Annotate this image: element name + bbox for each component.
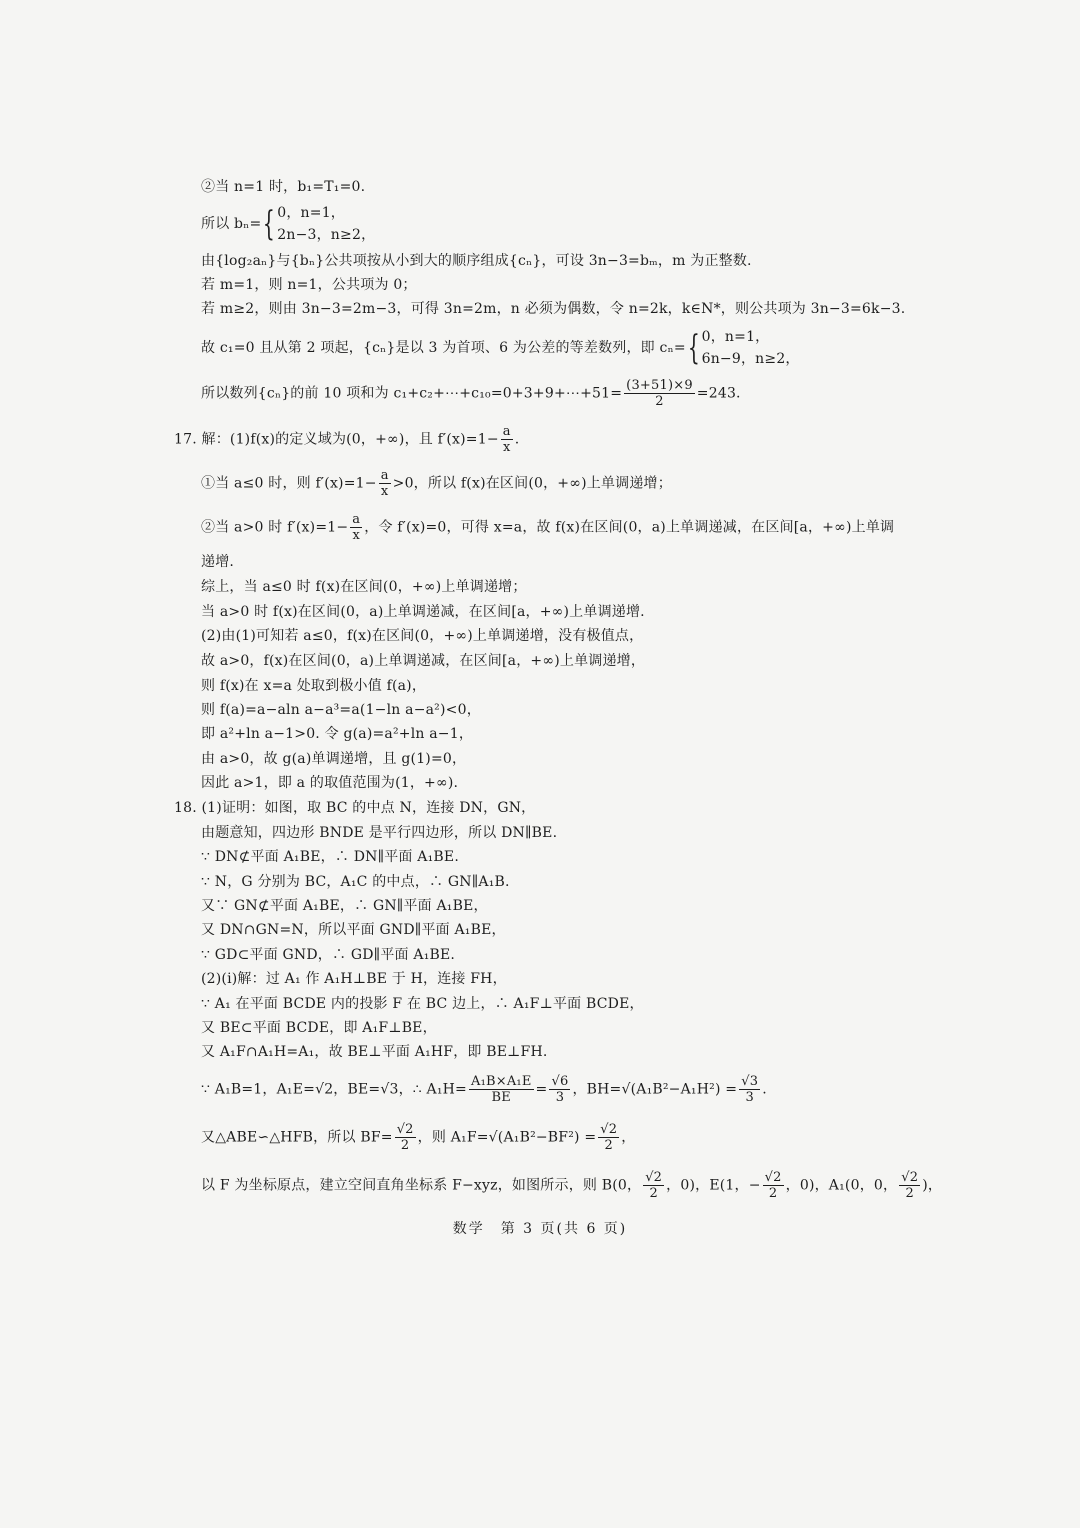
text-line: 由{log₂aₙ}与{bₙ}公共项按从小到大的顺序组成{cₙ}，可设 3n−3=bₘ，m 为正整数. — [201, 253, 752, 269]
text-line: 当 a>0 时 f(x)在区间(0，a)上单调递减，在区间[a，+∞)上单调递增. — [201, 604, 645, 620]
text-line: 由 a>0，故 g(a)单调递增，且 g(1)=0， — [201, 751, 467, 767]
text-line: 递增. — [201, 554, 235, 570]
page-footer: 数学 第 3 页(共 6 页) — [452, 1221, 628, 1237]
text-line: 则 f(a)=a−aln a−a³=a(1−ln a−a²)<0， — [201, 702, 481, 718]
text-line: 所以数列{cₙ}的前 10 项和为 c₁+c₂+⋯+c₁₀=0+3+9+⋯+51= $\frac{(3+51)\times 9}{2}$ =243. — [201, 378, 741, 409]
text-line: 又∵ GN⊄平面 A₁BE，∴ GN∥平面 A₁BE， — [201, 898, 488, 914]
problem-18-heading: 18. (1)证明：如图，取 BC 的中点 N，连接 DN，GN， — [174, 800, 536, 816]
text-line: ②当 n=1 时，b₁=T₁=0. — [201, 179, 366, 195]
text-line: ①当 a≤0 时，则 f′(x)=1− $\frac{a}{x}$ >0，所以 f(x)在区间(0，+∞)上单调递增； — [201, 468, 672, 499]
text-line: 又 DN∩GN=N，所以平面 GND∥平面 A₁BE， — [201, 922, 506, 938]
text-line: 以 F 为坐标原点，建立空间直角坐标系 F−xyz，如图所示，则 B(0， $\frac{√2}{2}$ ，0)，E(1，− $\frac{√2}{2}$ ，0)，A₁(0，0， $\frac{√2}{2}$ )， — [201, 1170, 943, 1201]
piecewise-cn: 故 c₁=0 且从第 2 项起，{cₙ}是以 3 为首项、6 为公差的等差数列，即 cₙ={ 0，n=1， 6n−9，n≥2， — [201, 328, 800, 368]
text-line: 则 f(x)在 x=a 处取到极小值 f(a)， — [201, 678, 427, 694]
text-line: 若 m≥2，则由 3n−3=2m−3，可得 3n=2m，n 必须为偶数，令 n=2k，k∈N*，则公共项为 3n−3=6k−3. — [201, 301, 906, 317]
text-line: ∵ N，G 分别为 BC，A₁C 的中点，∴ GN∥A₁B. — [201, 874, 510, 890]
text-line: 又△ABE∽△HFB，所以 BF= $\frac{√2}{2}$ ，则 A₁F=√(A₁B²−BF²) = $\frac{√2}{2}$ ， — [201, 1122, 636, 1153]
text-line: 故 a>0，f(x)在区间(0，a)上单调递减，在区间[a，+∞)上单调递增， — [201, 653, 646, 669]
text-line: ∵ A₁B=1，A₁E=√2，BE=√3，∴ A₁H= $\frac{\text{A₁B×A₁E}}{BE}$ = $\frac{√6}{3}$ ，BH=√(A₁B²−A₁H²) = $\frac{√3}{3}$ . — [201, 1074, 767, 1105]
piecewise-bn: 所以 bₙ={ 0，n=1， 2n−3，n≥2， — [201, 204, 376, 244]
text-line: 因此 a>1，即 a 的取值范围为(1，+∞). — [201, 775, 459, 791]
text-line: ②当 a>0 时 f′(x)=1− $\frac{a}{x}$ ，令 f′(x)=0，可得 x=a，故 f(x)在区间(0，a)上单调递减，在区间[a，+∞)上单调 — [201, 512, 895, 543]
text-line: 由题意知，四边形 BNDE 是平行四边形，所以 DN∥BE. — [201, 825, 558, 841]
problem-17-heading: 17. 解：(1)f(x)的定义域为(0，+∞)，且 f′(x)=1− $\frac{a}{x}$ . — [174, 424, 520, 455]
text-line: 又 BE⊂平面 BCDE，即 A₁F⊥BE， — [201, 1020, 437, 1036]
text-line: 综上，当 a≤0 时 f(x)在区间(0，+∞)上单调递增； — [201, 579, 527, 595]
text-line: (2)(i)解：过 A₁ 作 A₁H⊥BE 于 H，连接 FH， — [201, 971, 507, 987]
text-line: ∵ A₁ 在平面 BCDE 内的投影 F 在 BC 边上，∴ A₁F⊥平面 BCDE， — [201, 996, 644, 1012]
text-line: 即 a²+ln a−1>0. 令 g(a)=a²+ln a−1， — [201, 726, 474, 742]
text-line: ∵ GD⊂平面 GND，∴ GD∥平面 A₁BE. — [201, 947, 456, 963]
text-line: 又 A₁F∩A₁H=A₁，故 BE⊥平面 A₁HF，即 BE⊥FH. — [201, 1044, 548, 1060]
text-line: ∵ DN⊄平面 A₁BE，∴ DN∥平面 A₁BE. — [201, 849, 459, 865]
text-line: (2)由(1)可知若 a≤0，f(x)在区间(0，+∞)上单调递增，没有极值点， — [201, 628, 644, 644]
text-line: 若 m=1，则 n=1，公共项为 0； — [201, 277, 417, 293]
